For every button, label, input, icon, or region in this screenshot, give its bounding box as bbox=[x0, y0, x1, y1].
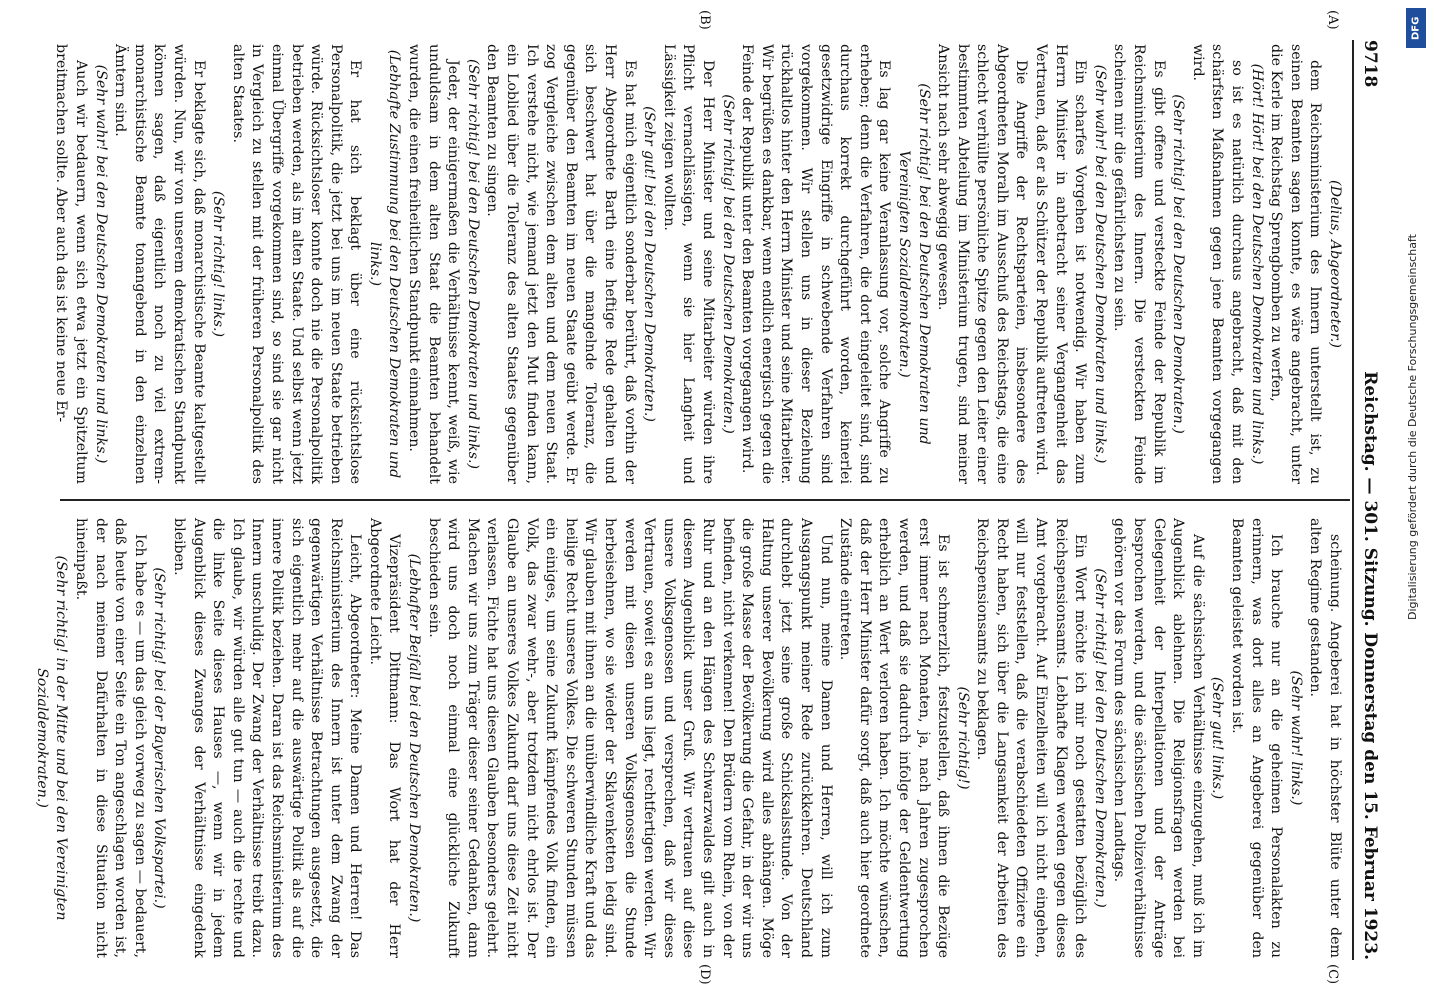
credit-strip bbox=[1400, 0, 1430, 1000]
paragraph: Es ist schmerzlich, festzustellen, daß ihnen die Bezüge erst immer nach Monaten, ja, nach Jahren zugesprochen werden, und daß sie dadurch infolge der Geldentwertung erheblich an Wert verloren haben. Ich möchte wünschen, daß der Herr Minister dafür sorgt, daß auch hier geordnete Zustände eintreten. bbox=[837, 518, 952, 958]
paragraph: (Sehr richtig! in der Mitte und bei den Vereinigten Sozialdemokraten.) bbox=[33, 555, 70, 921]
paragraph: Leicht, Abgeordneter: Meine Damen und Herren! Das Reichsministerium des Innern ist unter dem Zwang der gegenwärtigen Verhältnisse Betrachtungen ausgesetzt, die sich eigentlich mehr auf die auswärtige Politik als auf die innere Politik beziehen. Daran ist das Reichsministerium des Innern unschuldig. Der Zwang der Verhältnisse treibt dazu. Ich glaube, wir würden alle gut tun — auch die rechte und die linke Seite dieses Hauses —, wenn wir in jedem Augenblick dieses Zwanges der Verhältnisse eingedenk bleiben. bbox=[170, 518, 364, 958]
paragraph: (Sehr richtig! bei den Deutschen Demokraten und links.) bbox=[464, 58, 481, 470]
paragraph: Es gibt offene und versteckte Feinde der Republik im Reichsministerium des Innern. Die versteckten Feinde scheinen mir die gefährlichsten zu sein. bbox=[1111, 44, 1167, 484]
column-rule bbox=[60, 499, 1350, 501]
paragraph: Auf die sächsischen Verhältnisse einzugehen, muß ich im Augenblick ablehnen. Die Religionsfragen werden bei Gelegenheit der Interpellationen und der Anträge besprochen werden, und die sächsischen Polizeiverhältnisse gehören vor das Forum des sächsischen Landtags. bbox=[1111, 518, 1206, 958]
margin-letter-d: (D) bbox=[697, 964, 712, 985]
paragraph: Ich habe es — um das gleich vorweg zu sagen — bedauert, daß heute von einer Seite ein Ton angeschlagen worden ist, der nach meinem Dafürhalten in diese Situation nicht hineinpaßt. bbox=[73, 518, 148, 958]
paragraph: Es hat mich eigentlich sonderbar berührt, daß vorhin der Herr Abgeordnete Barth eine heftige Rede gehalten und sich beschwert hat über die mangelnde Toleranz, die gegenüber den Beamten im neuen Staate geübt werde. Er zog Vergleiche zwischen dem alten und dem neuen Staat. Ich verstehe nicht, wie jemand jetzt den Mut finden kann, ein Loblied über die Toleranz des alten Staates gegenüber den Beamten zu singen. bbox=[484, 44, 638, 484]
paragraph: (Sehr richtig! bei den Deutschen Demokraten.) bbox=[1170, 94, 1187, 434]
paragraph: Er hat sich beklagt über eine rücksichtslose Personalpolitik, die jetzt bei uns im neuen Staate betrieben würde. Rücksichtsloser konnte doch nie die Personalpolitik betrieben werden, als im alten Staate. Und selbst wenn jetzt einmal Übergriffe vorgekommen sind, so sind sie gar nicht in Vergleich zu stellen mit der früheren Personalpolitik des alten Staates. bbox=[229, 44, 364, 484]
right-column bbox=[33, 518, 1344, 958]
margin-letter-b: (B) bbox=[697, 10, 712, 30]
paragraph: (Sehr gut! links.) bbox=[1209, 676, 1226, 800]
header-rule bbox=[1352, 40, 1354, 960]
paragraph: Ein scharfes Vorgehen ist notwendig. Wir haben zum Herrn Minister in anbetracht seiner Vergangenheit das Vertrauen, daß er als Schützer der Republik auftreten wird. bbox=[1033, 44, 1089, 484]
margin-letter-a: (A) bbox=[1325, 10, 1340, 30]
paragraph: Ich brauche nur an die geheimen Personalakten zu erinnern, was dort alles an Angeberei gegenüber den Beamten geleistet worden ist. bbox=[1229, 518, 1285, 958]
paragraph: (Lebhafter Beifall bei den Deutschen Demokraten.) bbox=[406, 553, 423, 923]
paragraph: (Sehr richtig! bei den Deutschen Demokraten und Vereinigten Sozialdemokraten.) bbox=[895, 83, 932, 445]
paragraph: so ist es natürlich durchaus angebracht, daß mit den schärfsten Maßnahmen gegen jene Beamten vorgegangen wird. bbox=[1189, 44, 1246, 484]
page-number: 9718 bbox=[1360, 40, 1380, 88]
paragraph: (Sehr richtig! bei den Deutschen Demokraten.) bbox=[719, 94, 736, 434]
margin-letter-c: (C) bbox=[1325, 964, 1340, 985]
paragraph: (Sehr wahr! bei den Deutschen Demokraten und links.) bbox=[1091, 64, 1108, 464]
paragraph: (Sehr richtig! bei den Deutschen Demokraten.) bbox=[1091, 568, 1108, 908]
paragraph: Auch wir bedauern, wenn sich etwa jetzt ein Spitzeltum breitmachen sollte. Aber auch das ist keine neue Er- bbox=[53, 44, 89, 484]
paragraph: (Sehr richtig! bei der Bayerischen Volkspartei.) bbox=[151, 567, 168, 909]
paragraph: (Hört! Hört! bei den Deutschen Demokraten und links.) bbox=[1248, 63, 1265, 465]
page-title: Reichstag. — 301. Sitzung. Donnerstag den 15. Februar 1923. bbox=[1360, 371, 1380, 960]
paragraph: dem Reichsministerium des Innern unterstellt ist, zu seinen Beamten sagen konnte, es wäre angebracht, unter die Kerle im Reichstag Sprengbomben zu werfen, bbox=[1268, 44, 1324, 484]
paragraph: Vizepräsident Dittmann: Das Wort hat der Herr Abgeordnete Leicht. bbox=[366, 518, 403, 958]
paragraph: (Sehr wahr! links.) bbox=[1287, 670, 1304, 806]
paragraph: Der Herr Minister und seine Mitarbeiter würden ihre Pflicht vernachlässigen, wenn sie hier Langheit und Lässigkeit zeigen wollten. bbox=[660, 44, 716, 484]
paragraph: Es lag gar keine Veranlassung vor, solche Angriffe zu erheben; denn die Verfahren, die dort eingeleitet sind, sind durchaus korrekt durchgeführt worden, keinerlei gesetzwidrige Eingriffe in schwebende Verfahren sind vorgekommen. Wir stellen uns in dieser Beziehung rückhaltlos hinter den Herrn Minister und seine Mitarbeiter. Wir begrüßen es dankbar, wenn endlich energisch gegen die Feinde der Republik unter den Beamten vorgegangen wird. bbox=[739, 44, 893, 484]
paragraph: (Sehr gut! bei den Deutschen Demokraten.) bbox=[641, 106, 658, 422]
paragraph: (Sehr wahr! bei den Deutschen Demokraten und links.) bbox=[92, 64, 109, 464]
paragraph: scheinung. Angeberei hat in höchster Blüte unter dem alten Regime gestanden. bbox=[1307, 518, 1343, 958]
paragraph: Jeder, der einigermaßen die Verhältnisse kennt, weiß, wie unduldsam in dem alten Staat die Beamten behandelt wurden, die einen freiheitlichen Standpunkt einnahmen. bbox=[406, 44, 462, 484]
paragraph: Und nun, meine Damen und Herren, will ich zum Ausgangspunkt meiner Rede zurückkehren. Deutschland durchlebt jetzt seine große Schicksalsstunde. Von der Haltung unserer Bevölkerung wird alles abhängen. Möge die große Masse der Bevölkerung die Gefahr, in der wir uns befinden, nicht verkennen! Den Brüdern vom Rhein, von der Ruhr und an den Hängen des Schwarzwaldes gilt auch in diesem Augenblick unser Gruß. Wir vertrauen auf diese unsere Volksgenossen und versprechen, daß wir dieses Vertrauen, soweit es an uns liegt, rechtfertigen werden. Wir werden mit diesen unseren Volksgenossen die Stunde herbeisehnen, wo sie wieder der Sklavenketten ledig sind. Wir glauben mit ihnen an die unüberwindliche Kraft und das heilige Recht unseres Volkes. Die schweren Stunden müssen ein einiges, um seine Zukunft kämpfendes Volk finden, ein Volk, das zwar wehr-, aber trotzdem nicht ehrlos ist. Der Glaube an unseres Volkes Zukunft darf uns diese Zeit nicht verlassen. Fichte hat uns diesen Glauben besonders gelehrt. Machen wir uns zum Träger dieser seiner Gedanken, dann wird uns doch noch einmal eine glückliche Zukunft beschieden sein. bbox=[425, 518, 834, 958]
paragraph: (Delius, Abgeordneter.) bbox=[1327, 180, 1343, 348]
paragraph: (Sehr richtig! links.) bbox=[210, 190, 227, 338]
paragraph: Ein Wort möchte ich mir noch gestatten bezüglich des Reichspensionsamts. Lebhafte Klagen werden gegen dieses Amt vorgebracht. Auf Einzelheiten will ich nicht eingehen, will nur feststellen, daß die verabschiedeten Offiziere ein Recht haben, sich über die Langsamkeit der Arbeiten des Reichspensionsamts zu beklagen. bbox=[974, 518, 1089, 958]
digitization-credit: Digitalisierung gefördert durch die Deutsche Forschungsgemeinschaft bbox=[1406, 234, 1419, 620]
paragraph: Er beklagte sich, daß monarchistische Beamte kaltgestellt würden. Nun, wir von unserem demokratischen Standpunkt können sagen, daß eigentlich noch zu viel extrem-monarchistische Beamte tonangebend in den einzelnen Ämtern sind. bbox=[112, 44, 207, 484]
paragraph: (Lebhafte Zustimmung bei den Deutschen Demokraten und links.) bbox=[366, 49, 403, 479]
page-header bbox=[1358, 40, 1382, 960]
dfg-logo: DFG bbox=[1406, 8, 1426, 48]
paragraph: Die Angriffe der Rechtsparteien, insbesondere des Abgeordneten Moralh im Ausschuß des Reichstags, die eine schlecht verhüllte persönliche Spitze gegen den Leiter einer bestimmten Abteilung im Ministerium trugen, sind meiner Ansicht nach sehr abwegig gewesen. bbox=[935, 44, 1030, 484]
left-column bbox=[54, 44, 1344, 484]
paragraph: (Sehr richtig!) bbox=[954, 686, 971, 790]
